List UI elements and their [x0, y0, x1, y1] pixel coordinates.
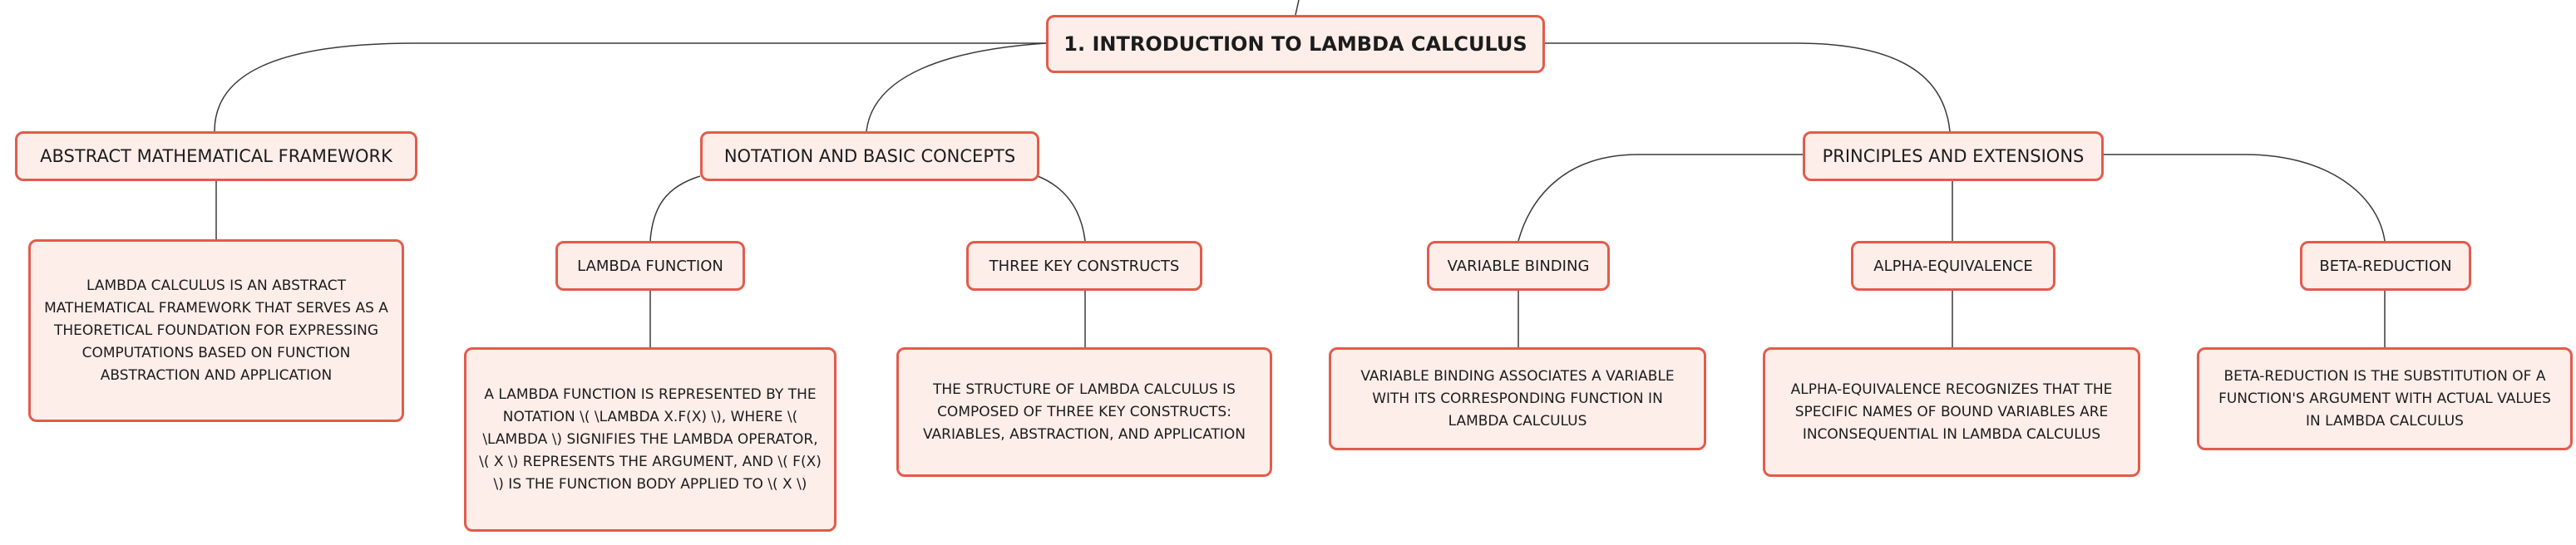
note-alpha-equivalence-text: ALPHA-EQUIVALENCE RECOGNIZES THAT THE SPECIFIC NAMES OF BOUND VARIABLES ARE INCONSEQUENTIAL IN LAMBDA CALCULUS: [1790, 381, 2113, 443]
connector-principles-binding: [1518, 155, 1803, 241]
note-beta-reduction[interactable]: [2197, 347, 2573, 450]
note-variable-binding[interactable]: [1329, 347, 1706, 450]
topic-beta-reduction[interactable]: [2300, 241, 2471, 291]
connector-principles-beta: [2104, 155, 2385, 241]
note-lambda-function-text: A LAMBDA FUNCTION IS REPRESENTED BY THE NOTATION \( \LAMBDA X.F(X) \), WHERE \( \LAMBDA \) SIGNIFIES THE LAMBDA OPERATOR, \( X \) REPRESENTS THE ARGUMENT, AND \( F(X) \) IS THE FUNCTION BODY APPLIED TO \( X \): [479, 385, 822, 493]
topic-three-key-constructs-label: THREE KEY CONSTRUCTS: [989, 257, 1180, 275]
topic-variable-binding[interactable]: [1427, 241, 1610, 291]
branch-notation[interactable]: [700, 131, 1039, 181]
branch-principles-label: PRINCIPLES AND EXTENSIONS: [1822, 146, 2085, 166]
topic-lambda-function-label: LAMBDA FUNCTION: [577, 257, 723, 275]
note-abstract-framework-text: LAMBDA CALCULUS IS AN ABSTRACT MATHEMATICAL FRAMEWORK THAT SERVES AS A THEORETICAL FOUNDATION FOR EXPRESSING COMPUTATIONS BASED ON FUNCTION ABSTRACTION AND APPLICATION: [44, 277, 388, 384]
topic-alpha-equivalence[interactable]: [1851, 241, 2055, 291]
root-topic-label: 1. INTRODUCTION TO LAMBDA CALCULUS: [1063, 32, 1527, 56]
topic-three-key-constructs[interactable]: [966, 241, 1202, 291]
note-variable-binding-text: VARIABLE BINDING ASSOCIATES A VARIABLE WITH ITS CORRESPONDING FUNCTION IN LAMBDA CALCULUS: [1360, 367, 1675, 430]
connector-root-framework: [215, 43, 1046, 131]
connector-root-incoming: [1295, 0, 1299, 15]
note-alpha-equivalence[interactable]: [1763, 347, 2140, 477]
connector-notation-constructs: [1038, 176, 1085, 241]
branch-abstract-framework[interactable]: [15, 131, 417, 181]
topic-variable-binding-label: VARIABLE BINDING: [1447, 257, 1590, 275]
branch-notation-label: NOTATION AND BASIC CONCEPTS: [723, 146, 1016, 166]
note-abstract-framework[interactable]: [28, 239, 404, 422]
note-beta-reduction-text: BETA-REDUCTION IS THE SUBSTITUTION OF A FUNCTION'S ARGUMENT WITH ACTUAL VALUES IN LAMBDA CALCULUS: [2218, 367, 2551, 430]
branch-principles[interactable]: [1803, 131, 2104, 181]
branch-abstract-framework-label: ABSTRACT MATHEMATICAL FRAMEWORK: [40, 146, 392, 166]
note-lambda-function[interactable]: [464, 347, 836, 532]
connector-root-principles: [1545, 43, 1950, 131]
root-topic[interactable]: [1046, 15, 1545, 73]
topic-lambda-function[interactable]: [555, 241, 745, 291]
connector-root-notation: [866, 43, 1046, 131]
note-three-key-constructs[interactable]: [896, 347, 1272, 477]
topic-beta-reduction-label: BETA-REDUCTION: [2319, 257, 2452, 275]
topic-alpha-equivalence-label: ALPHA-EQUIVALENCE: [1873, 257, 2033, 275]
note-three-key-constructs-text: THE STRUCTURE OF LAMBDA CALCULUS IS COMPOSED OF THREE KEY CONSTRUCTS: VARIABLES, ABSTRACTION, AND APPLICATION: [922, 381, 1246, 443]
connector-notation-lambda: [650, 176, 700, 241]
